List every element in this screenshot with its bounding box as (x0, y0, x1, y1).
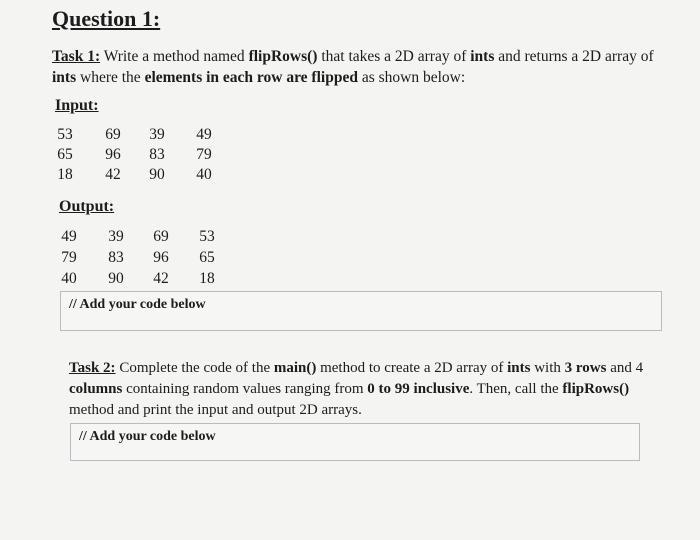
method-name: flipRows() (248, 48, 318, 65)
task2-label: Task 2: (69, 360, 116, 376)
grid-cell: 49 (61, 228, 77, 245)
grid-cell: 83 (108, 249, 124, 266)
task2-text: containing random values ranging from (122, 381, 368, 397)
task1-code-input[interactable] (60, 291, 662, 331)
ints-keyword: ints (507, 360, 531, 376)
grid-cell: 39 (149, 126, 165, 143)
task1-line1 (52, 46, 672, 67)
task1-label: Task 1: (52, 48, 101, 65)
ints-keyword: ints (52, 69, 77, 86)
code-placeholder: // Add your code below (69, 297, 206, 312)
grid-cell: 53 (199, 228, 215, 245)
task2-text: Complete the code of the (115, 360, 274, 376)
columns-text: columns (69, 381, 123, 397)
emphasis-text: elements in each row are flipped (144, 69, 358, 86)
grid-cell: 18 (57, 166, 73, 183)
grid-cell: 42 (153, 270, 169, 287)
grid-cell: 90 (108, 270, 124, 287)
question-title: Question 1: (52, 6, 161, 31)
grid-cell: 18 (199, 270, 215, 287)
task1-text: as shown below: (357, 69, 466, 86)
code-placeholder: // Add your code below (79, 429, 216, 444)
grid-cell: 40 (196, 166, 212, 183)
task1-text: and returns a 2D array of (494, 48, 654, 65)
output-heading: Output: (59, 198, 115, 215)
grid-cell: 96 (153, 249, 169, 266)
task2-text: with (530, 360, 565, 376)
grid-cell: 83 (149, 146, 165, 163)
grid-cell: 69 (153, 228, 169, 245)
grid-cell: 39 (108, 228, 124, 245)
input-heading: Input: (55, 97, 99, 114)
task1-text: that takes a 2D array of (317, 48, 471, 65)
grid-cell: 65 (199, 249, 215, 266)
range-text: 0 to 99 inclusive (367, 381, 470, 397)
grid-cell: 65 (57, 146, 73, 163)
grid-cell: 79 (196, 146, 212, 163)
task2-line1 (69, 358, 669, 379)
task1-text: where the (76, 69, 145, 86)
method-name: flipRows() (562, 381, 630, 397)
task2-text: method to create a 2D array of (316, 360, 508, 376)
task2-text: . Then, call the (469, 381, 563, 397)
grid-cell: 40 (61, 270, 77, 287)
task1-description (52, 46, 672, 88)
grid-cell: 42 (105, 166, 121, 183)
rows-text: 3 rows (564, 360, 607, 376)
grid-cell: 96 (105, 146, 121, 163)
grid-cell: 49 (196, 126, 212, 143)
task2-code-input[interactable] (70, 423, 640, 461)
grid-cell: 79 (61, 249, 77, 266)
main-method: main() (273, 360, 317, 376)
task1-text: Write a method named (100, 48, 249, 65)
grid-cell: 53 (57, 126, 73, 143)
task2-line2 (69, 379, 669, 400)
task2-line3: method and print the input and output 2D arrays. (69, 402, 362, 418)
task1-line2 (52, 67, 672, 88)
grid-cell: 90 (149, 166, 165, 183)
grid-cell: 69 (105, 126, 121, 143)
ints-keyword: ints (470, 48, 495, 65)
task2-description (69, 358, 669, 421)
task2-text: and 4 (606, 360, 644, 376)
